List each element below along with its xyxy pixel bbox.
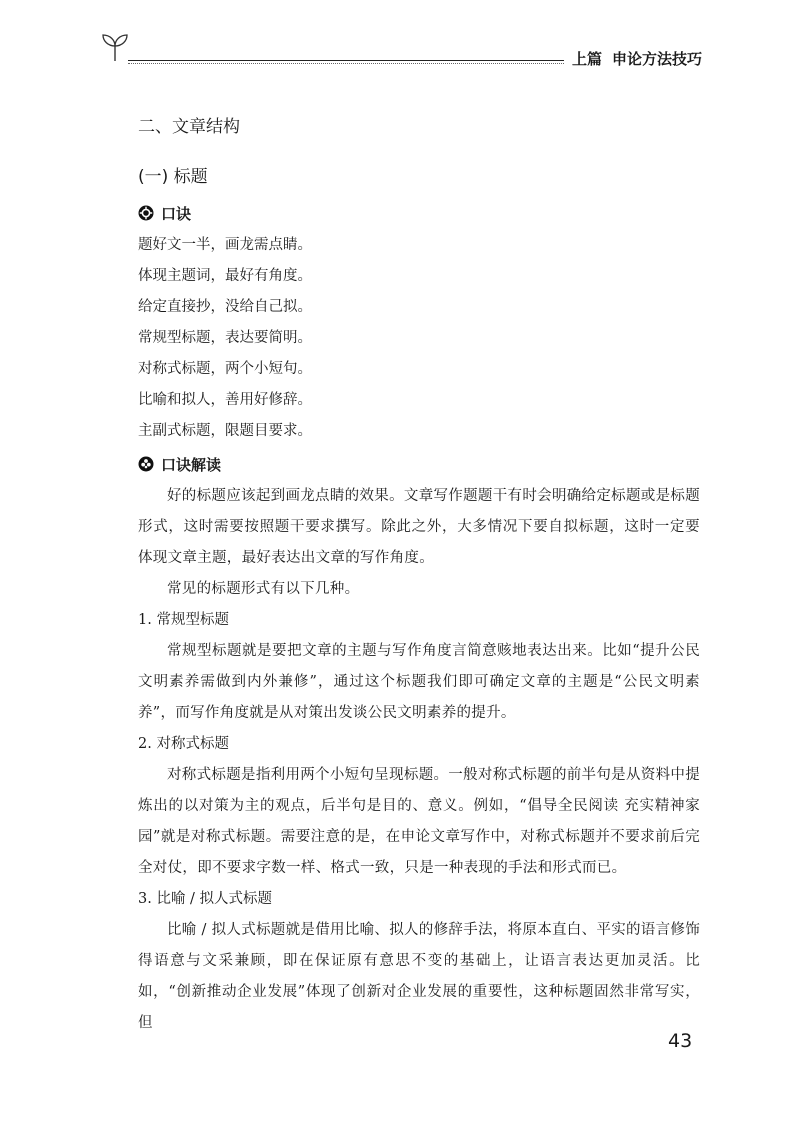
interpretation-label	[138, 449, 700, 479]
mnemonic-line: 对称式标题，两个小短句。	[138, 361, 312, 377]
running-head-part: 上篇	[572, 50, 603, 68]
header-rule-dotted	[128, 63, 564, 64]
page-header	[0, 0, 800, 80]
mnemonic-line: 常规型标题，表达要简明。	[138, 330, 312, 346]
section-title: 二、文章结构	[138, 117, 240, 137]
mnemonic-label-text: 口诀	[161, 204, 192, 223]
mnemonic-lines	[138, 230, 700, 447]
body-paragraph: 常见的标题形式有以下几种。	[167, 581, 360, 597]
interpretation-label-text: 口诀解读	[161, 455, 222, 474]
mnemonic-line: 给定直接抄，没给自己拟。	[138, 299, 312, 315]
page-body	[138, 112, 700, 1039]
body-paragraph: 好的标题应该起到画龙点睛的效果。文章写作题题干有时会明确给定标题或是标题形式，这时需要按照题干要求撰写。除此之外，大多情况下要自拟标题，这时一定要体现文章主题，最好表达出文章的写作角度。	[138, 488, 700, 566]
mnemonic-line: 题好文一半，画龙需点睛。	[138, 237, 312, 253]
mnemonic-line: 体现主题词，最好有角度。	[138, 268, 312, 284]
running-head	[572, 48, 712, 69]
type-heading: 1. 常规型标题	[138, 612, 229, 628]
flower-icon	[138, 456, 154, 472]
type-paragraph: 常规型标题就是要把文章的主题与写作角度言简意赅地表达出来。比如“提升公民文明素养需做到内外兼修”，通过这个标题我们即可确定文章的主题是“公民文明素养”，而写作角度就是从对策出发谈公民文明素养的提升。	[138, 643, 700, 721]
sprout-icon	[98, 32, 132, 62]
mnemonic-label	[138, 198, 700, 228]
mnemonic-line: 比喻和拟人，善用好修辞。	[138, 392, 312, 408]
type-paragraph: 比喻 / 拟人式标题就是借用比喻、拟人的修辞手法，将原本直白、平实的语言修饰得语意与文采兼顾，即在保证原有意思不变的基础上，让语言表达更加灵活。比如，“创新推动企业发展”体现了创新对企业发展的重要性，这种标题固然非常写实，但	[138, 922, 700, 1031]
page-number: 43	[668, 1030, 693, 1052]
header-rule	[128, 60, 564, 61]
type-paragraph: 对称式标题是指利用两个小短句呈现标题。一般对称式标题的前半句是从资料中提炼出的以对策为主的观点，后半句是目的、意义。例如，“倡导全民阅读 充实精神家园”就是对称式标题。需要注意的是，在申论文章写作中，对称式标题并不要求前后完全对仗，即不要求字数一样、格式一致，只是一种表现的手法和形式而已。	[138, 767, 700, 876]
type-heading: 3. 比喻 / 拟人式标题	[138, 891, 273, 907]
gear-icon	[138, 205, 154, 221]
type-heading: 2. 对称式标题	[138, 736, 229, 752]
running-head-chapter: 申论方法技巧	[612, 50, 703, 68]
mnemonic-line: 主副式标题，限题目要求。	[138, 423, 312, 439]
subsection-title: (一) 标题	[138, 167, 208, 187]
